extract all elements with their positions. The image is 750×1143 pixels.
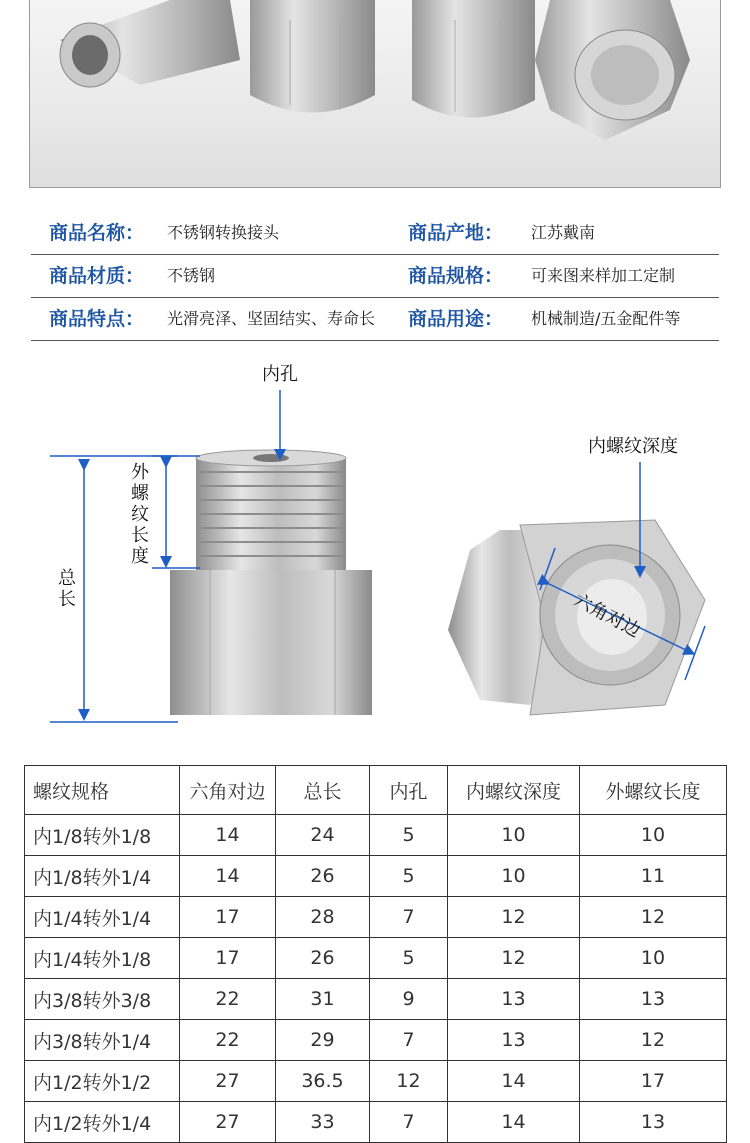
spec-row — [31, 255, 719, 298]
table-cell: 22 — [180, 979, 276, 1020]
spec-key: 商品名称： — [49, 222, 145, 244]
table-cell: 27 — [180, 1061, 276, 1102]
table-cell: 26 — [276, 856, 370, 897]
dimension-diagram — [0, 350, 750, 730]
fitting-2 — [250, 0, 375, 113]
thread-spec-table — [24, 765, 727, 1143]
table-cell: 17 — [180, 938, 276, 979]
table-cell: 内1/8转外1/8 — [25, 815, 180, 856]
table-header-row — [25, 766, 727, 815]
table-cell: 22 — [180, 1020, 276, 1061]
table-cell: 14 — [448, 1102, 580, 1143]
table-cell: 10 — [448, 856, 580, 897]
total-length-label: 总长 — [58, 568, 76, 610]
table-cell: 7 — [370, 1020, 448, 1061]
spec-key: 商品特点： — [49, 308, 145, 330]
inner-thread-depth-label: 内螺纹深度 — [588, 436, 678, 457]
table-cell: 内3/8转外1/4 — [25, 1020, 180, 1061]
table-cell: 13 — [580, 1102, 727, 1143]
column-header: 总长 — [276, 766, 370, 815]
table-cell: 13 — [448, 1020, 580, 1061]
table-cell: 10 — [580, 815, 727, 856]
table-row — [25, 979, 727, 1020]
table-cell: 12 — [580, 897, 727, 938]
table-row — [25, 938, 727, 979]
table-cell: 28 — [276, 897, 370, 938]
table-cell: 14 — [180, 815, 276, 856]
table-cell: 31 — [276, 979, 370, 1020]
table-row — [25, 815, 727, 856]
table-cell: 5 — [370, 938, 448, 979]
column-header: 外螺纹长度 — [580, 766, 727, 815]
left-fitting — [170, 450, 372, 715]
table-row — [25, 1020, 727, 1061]
table-row — [25, 856, 727, 897]
table-cell: 9 — [370, 979, 448, 1020]
table-cell: 17 — [580, 1061, 727, 1102]
table-cell: 29 — [276, 1020, 370, 1061]
fitting-1 — [60, 0, 240, 87]
table-cell: 内1/8转外1/4 — [25, 856, 180, 897]
table-cell: 内1/4转外1/8 — [25, 938, 180, 979]
product-photo-banner — [29, 0, 721, 188]
diagram-graphics — [0, 350, 750, 730]
table-cell: 10 — [580, 938, 727, 979]
table-cell: 27 — [180, 1102, 276, 1143]
table-cell: 内1/2转外1/2 — [25, 1061, 180, 1102]
spec-value: 光滑亮泽、坚固结实、寿命长 — [167, 309, 376, 328]
spec-key: 商品产地： — [408, 222, 504, 244]
spec-table — [31, 212, 719, 341]
table-cell: 11 — [580, 856, 727, 897]
outer-thread-length-label: 外螺纹长度 — [131, 462, 149, 567]
spec-value: 不锈钢 — [167, 266, 216, 285]
spec-value: 可来图来样加工定制 — [531, 266, 676, 285]
table-cell: 33 — [276, 1102, 370, 1143]
table-cell: 26 — [276, 938, 370, 979]
table-cell: 13 — [448, 979, 580, 1020]
table-row — [25, 1061, 727, 1102]
column-header: 螺纹规格 — [25, 766, 180, 815]
column-header: 内螺纹深度 — [448, 766, 580, 815]
spec-row — [31, 298, 719, 341]
table-cell: 12 — [580, 1020, 727, 1061]
product-photo — [30, 0, 720, 187]
table-row — [25, 897, 727, 938]
column-header: 内孔 — [370, 766, 448, 815]
inner-hole-label: 内孔 — [262, 364, 298, 385]
spec-value: 机械制造/五金配件等 — [531, 309, 681, 328]
table-cell: 7 — [370, 1102, 448, 1143]
table-cell: 24 — [276, 815, 370, 856]
table-row — [25, 1102, 727, 1143]
spec-key: 商品材质： — [49, 265, 145, 287]
table-cell: 内1/4转外1/4 — [25, 897, 180, 938]
table-cell: 5 — [370, 856, 448, 897]
fitting-3 — [412, 0, 535, 118]
table-cell: 12 — [448, 938, 580, 979]
spec-value: 江苏戴南 — [531, 223, 596, 242]
right-fitting — [448, 520, 705, 715]
table-cell: 12 — [370, 1061, 448, 1102]
column-header: 六角对边 — [180, 766, 276, 815]
hex-across-flats-label: 六角对边 — [570, 589, 644, 642]
table-cell: 内3/8转外3/8 — [25, 979, 180, 1020]
table-cell: 内1/2转外1/4 — [25, 1102, 180, 1143]
table-cell: 5 — [370, 815, 448, 856]
spec-value: 不锈钢转换接头 — [167, 223, 280, 242]
spec-key: 商品用途： — [408, 308, 504, 330]
spec-row — [31, 212, 719, 255]
spec-key: 商品规格： — [408, 265, 504, 287]
table-cell: 14 — [180, 856, 276, 897]
table-cell: 12 — [448, 897, 580, 938]
table-cell: 13 — [580, 979, 727, 1020]
table-cell: 14 — [448, 1061, 580, 1102]
table-cell: 17 — [180, 897, 276, 938]
fitting-4 — [535, 0, 690, 140]
table-cell: 10 — [448, 815, 580, 856]
table-cell: 7 — [370, 897, 448, 938]
table-cell: 36.5 — [276, 1061, 370, 1102]
